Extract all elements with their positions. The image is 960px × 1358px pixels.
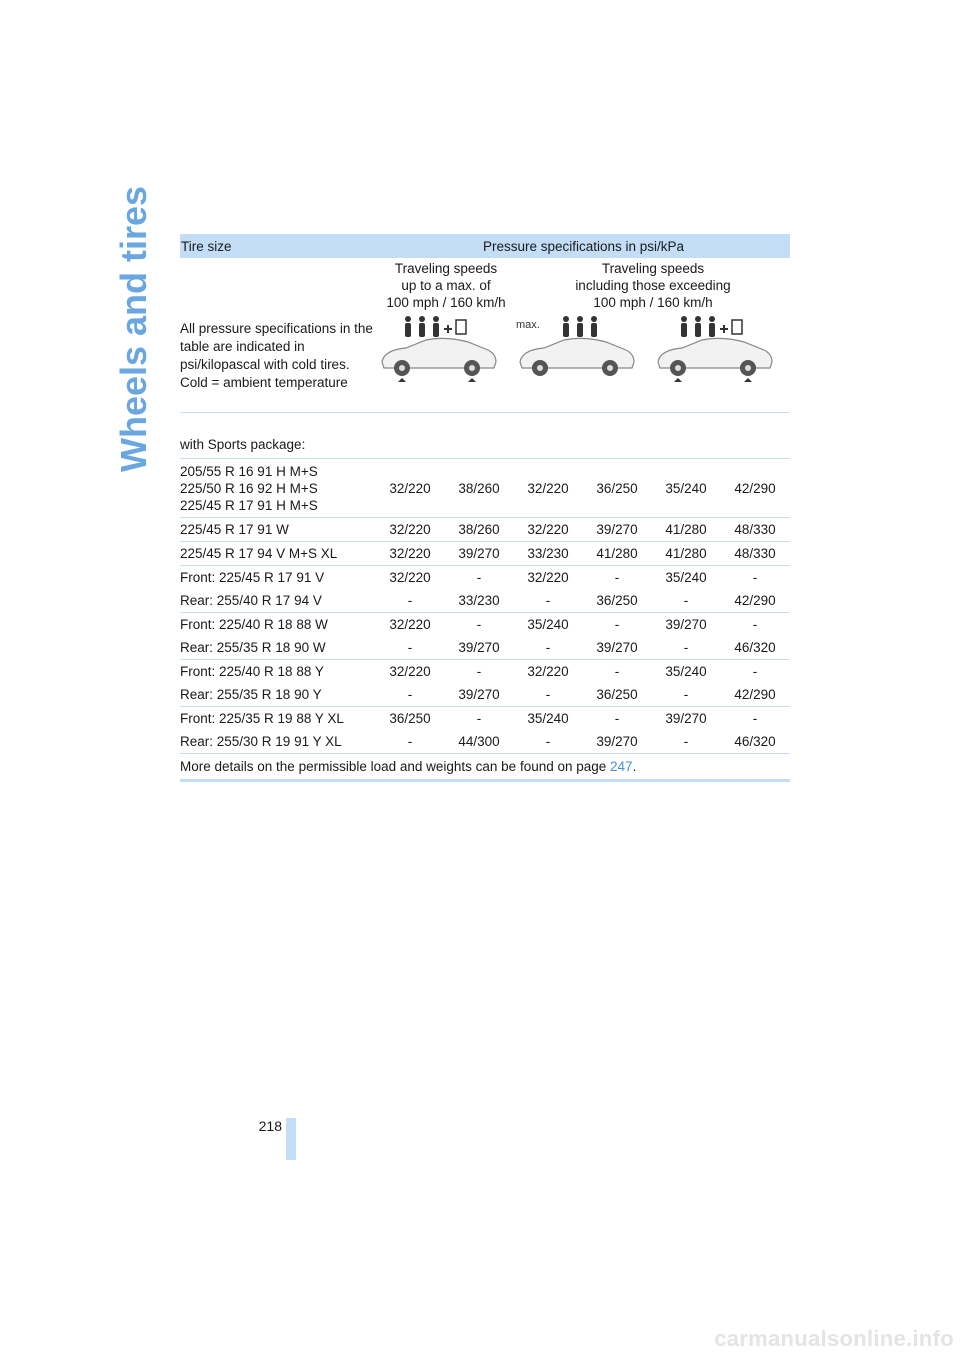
speed-up-to-100: Traveling speeds up to a max. of 100 mph / 160 km/h [386, 261, 506, 310]
pressure-cell: 36/250 [596, 593, 638, 608]
pressure-cell: 36/250 [596, 687, 638, 702]
pressure-cell: 35/240 [665, 664, 707, 679]
pressure-cell: 32/220 [389, 480, 431, 496]
pressure-cell: 41/280 [665, 522, 707, 537]
pressure-cell: 48/330 [734, 546, 776, 561]
pressure-cell: 32/220 [527, 522, 569, 537]
tire-size-cell: Rear: 255/35 R 18 90 W [180, 640, 326, 655]
car-load-illustration-1 [376, 312, 514, 390]
tire-size-cell: 205/55 R 16 91 H M+S 225/50 R 16 92 H M+S 225/45 R 17 91 H M+S [180, 463, 318, 513]
pressure-cell: 44/300 [458, 734, 500, 749]
pressure-cell: - [752, 617, 758, 632]
pressure-cell: - [476, 617, 482, 632]
watermark: carmanualsonline.info [714, 1326, 954, 1351]
header-pressure: Pressure specifications in psi/kPa [482, 238, 685, 254]
table-header [180, 234, 790, 258]
pressure-cell: 39/270 [665, 711, 707, 726]
pressure-cell: - [407, 734, 413, 749]
tire-size-cell: Front: 225/35 R 19 88 Y XL [180, 711, 344, 726]
pressure-cell: - [407, 687, 413, 702]
pressure-cell: - [545, 593, 551, 608]
pressure-cell: - [407, 593, 413, 608]
pressure-cell: 35/240 [665, 480, 707, 496]
pressure-cell: 33/230 [527, 546, 569, 561]
pressure-cell: 39/270 [596, 522, 638, 537]
tire-size-cell: Front: 225/45 R 17 91 V [180, 570, 325, 585]
pressure-cell: - [545, 640, 551, 655]
car-load-illustration-2 [514, 312, 652, 390]
max-label: max. [516, 319, 540, 331]
pressure-cell: - [683, 640, 689, 655]
pressure-cell: - [476, 570, 482, 585]
tire-size-cell: Front: 225/40 R 18 88 W [180, 617, 328, 632]
pressure-cell: 41/280 [596, 546, 638, 561]
pressure-cell: 36/250 [389, 711, 431, 726]
table-row [180, 589, 790, 613]
page-number: 218 [258, 1118, 282, 1134]
table-body [180, 459, 790, 754]
pressure-cell: - [683, 734, 689, 749]
pressure-cell: - [683, 593, 689, 608]
pressure-cell: 41/280 [665, 546, 707, 561]
pressure-cell: - [614, 664, 620, 679]
table-row [180, 636, 790, 660]
pressure-cell: 35/240 [665, 570, 707, 585]
speed-headers [180, 258, 790, 312]
tire-size-cell: 225/45 R 17 91 W [180, 522, 289, 537]
table-row [180, 459, 790, 518]
car-people-luggage-icon [652, 312, 778, 388]
pressure-cell: 32/220 [389, 570, 431, 585]
pressure-cell: 39/270 [458, 640, 500, 655]
pressure-cell: - [752, 711, 758, 726]
pressure-cell: 39/270 [458, 687, 500, 702]
pressure-cell: - [407, 640, 413, 655]
pressure-cell: - [683, 687, 689, 702]
pressure-cell: - [545, 734, 551, 749]
table-row [180, 683, 790, 707]
tire-pressure-table [180, 234, 790, 782]
pressure-cell: - [752, 664, 758, 679]
sports-package-label: with Sports package: [180, 413, 790, 459]
pressure-cell: 42/290 [734, 480, 776, 496]
pressure-cell: 38/260 [458, 522, 500, 537]
pressure-cell: 38/260 [458, 480, 500, 496]
table-row [180, 613, 790, 636]
pressure-cell: - [752, 570, 758, 585]
pressure-cell: 32/220 [389, 664, 431, 679]
pressure-cell: 42/290 [734, 687, 776, 702]
table-row [180, 707, 790, 730]
tire-size-cell: Rear: 255/35 R 18 90 Y [180, 687, 322, 702]
car-people-luggage-icon [376, 312, 502, 388]
pressure-cell: 42/290 [734, 593, 776, 608]
more-details-note: More details on the permissible load and weights can be found on page 247 . [180, 754, 790, 782]
pressure-cell: 39/270 [665, 617, 707, 632]
pressure-cell: 32/220 [389, 522, 431, 537]
pressure-cell: 35/240 [527, 711, 569, 726]
pressure-note: All pressure specifications in the table are indicated in psi/kilopascal with cold tires. Cold = ambient temperature [180, 321, 373, 390]
car-max-people-icon [514, 312, 640, 388]
pressure-cell: - [545, 687, 551, 702]
table-row [180, 730, 790, 754]
pressure-cell: 39/270 [458, 546, 500, 561]
pressure-cell: 32/220 [527, 480, 569, 496]
header-tire-size: Tire size [181, 238, 232, 254]
tire-size-cell: Rear: 255/30 R 19 91 Y XL [180, 734, 342, 749]
speed-over-100: Traveling speeds including those exceeding 100 mph / 160 km/h [575, 261, 731, 310]
pressure-cell: 46/320 [734, 640, 776, 655]
car-load-illustration-3 [652, 312, 790, 390]
pressure-cell: 35/240 [527, 617, 569, 632]
tire-size-cell: Rear: 255/40 R 17 94 V [180, 593, 322, 608]
pressure-cell: 46/320 [734, 734, 776, 749]
pressure-cell: - [476, 711, 482, 726]
pressure-cell: 32/220 [527, 664, 569, 679]
tire-size-cell: 225/45 R 17 94 V M+S XL [180, 546, 338, 561]
pressure-cell: - [476, 664, 482, 679]
pressure-cell: 39/270 [596, 734, 638, 749]
table-row [180, 566, 790, 589]
pressure-cell: - [614, 617, 620, 632]
table-row [180, 660, 790, 683]
pressure-cell: 32/220 [389, 617, 431, 632]
pressure-cell: 48/330 [734, 522, 776, 537]
page-247-link[interactable]: 247 [610, 759, 633, 774]
load-illustrations [180, 312, 790, 413]
table-row [180, 518, 790, 542]
tire-size-cell: Front: 225/40 R 18 88 Y [180, 664, 324, 679]
page-marker-bar [286, 1118, 296, 1160]
table-row [180, 542, 790, 566]
pressure-cell: 39/270 [596, 640, 638, 655]
pressure-cell: 36/250 [596, 480, 638, 496]
side-section-title: Wheels and tires [113, 185, 154, 472]
pressure-cell: 33/230 [458, 593, 500, 608]
pressure-cell: 32/220 [527, 570, 569, 585]
pressure-cell: - [614, 570, 620, 585]
pressure-cell: 32/220 [389, 546, 431, 561]
pressure-cell: - [614, 711, 620, 726]
